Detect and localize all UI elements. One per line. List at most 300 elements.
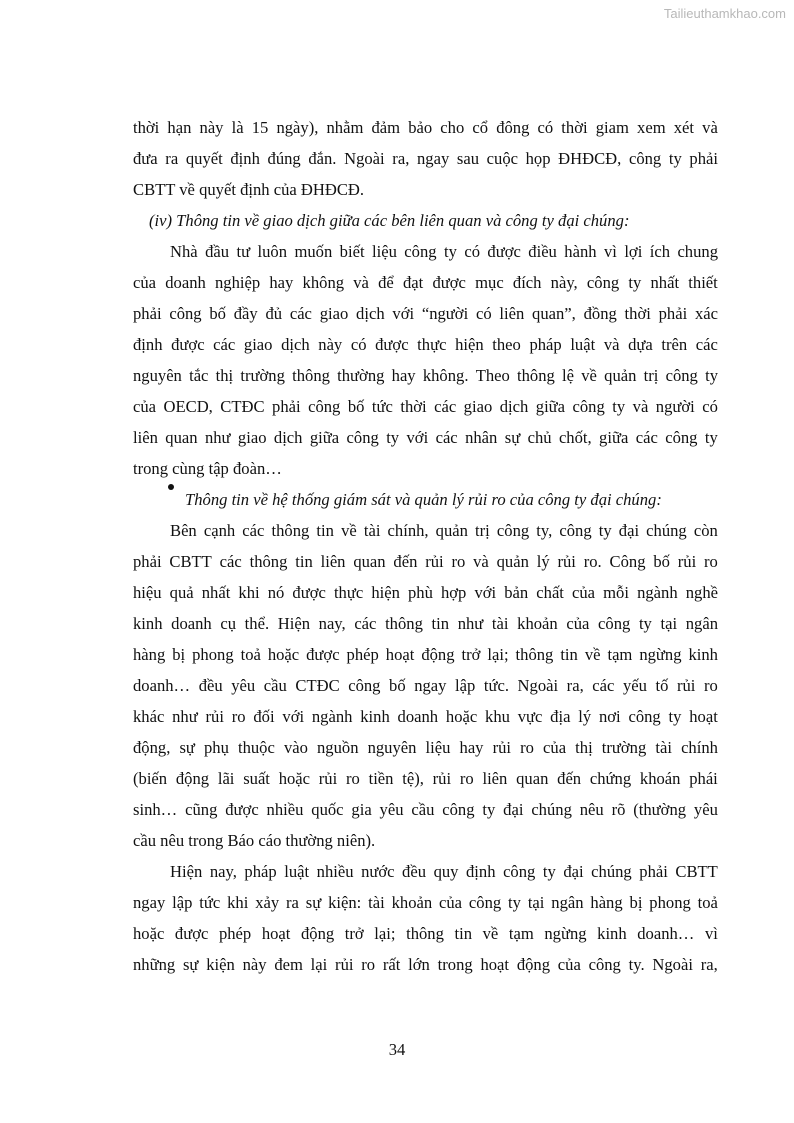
word: hoạt: [480, 955, 510, 974]
word: lại: [310, 955, 328, 974]
text-line: [133, 143, 718, 174]
word: giao: [463, 397, 493, 416]
bullet-heading-text: Thông tin về hệ thống giám sát và quản lý rủi ro của công ty đại chúng:: [185, 490, 662, 509]
word: nguồn: [317, 738, 359, 757]
word: ra: [286, 893, 299, 912]
word: phải: [133, 552, 162, 571]
word: dịch: [499, 397, 529, 416]
word: chốt,: [558, 428, 592, 447]
word: hoạt: [261, 924, 291, 943]
word: công: [169, 304, 202, 323]
word: ty: [598, 521, 612, 540]
word: sự: [305, 893, 322, 912]
word: ngay: [416, 149, 450, 168]
word: tố: [655, 676, 669, 695]
word: CBTT: [169, 552, 212, 571]
word: trong: [437, 955, 473, 974]
word: khi: [227, 893, 249, 912]
word: nay,: [209, 862, 237, 881]
word: như: [172, 707, 198, 726]
word: được: [375, 335, 409, 354]
word: các: [592, 676, 615, 695]
word: hoặc: [133, 924, 165, 943]
word: tức: [199, 893, 221, 912]
text-line: CBTT về quyết định của ĐHĐCĐ.: [133, 180, 365, 199]
word: hoặc: [445, 707, 478, 726]
word: Công: [609, 552, 646, 571]
word: ty: [443, 242, 457, 261]
word: quan: [516, 769, 549, 788]
word: quan: [353, 552, 386, 571]
word: bị: [172, 645, 186, 664]
word: OECD,: [163, 397, 213, 416]
word: chứng: [589, 769, 632, 788]
word: về: [482, 924, 499, 943]
word: cho: [440, 118, 465, 137]
word: giao: [237, 428, 267, 447]
word: và: [473, 552, 489, 571]
word: thời: [400, 397, 427, 416]
word: công: [572, 397, 605, 416]
word: công: [404, 242, 437, 261]
word: kinh: [360, 707, 390, 726]
word: các: [354, 614, 377, 633]
word: nước: [361, 862, 395, 881]
word: ro: [451, 552, 466, 571]
word: dựa: [628, 335, 653, 354]
word: hay: [391, 366, 416, 385]
word: pháp: [244, 862, 277, 881]
text-line: [133, 763, 718, 794]
text-line: [133, 794, 718, 825]
word: tại: [660, 614, 678, 633]
word: công: [346, 428, 379, 447]
word: lãi: [217, 769, 235, 788]
word: ngân: [685, 614, 718, 633]
word: ty: [386, 428, 400, 447]
word: các: [242, 521, 265, 540]
word: này: [199, 118, 224, 137]
word: về: [581, 366, 597, 385]
text-line: [133, 732, 718, 763]
word: ngày),: [276, 118, 319, 137]
word: ty,: [536, 521, 553, 540]
word: trị: [643, 366, 659, 385]
text-line: trong cùng tập đoàn…: [133, 459, 282, 478]
word: thông: [271, 521, 310, 540]
word: nguyên: [133, 366, 182, 385]
word: thiết: [688, 273, 718, 292]
word: quốc: [311, 800, 344, 819]
text-line: [133, 949, 718, 980]
word: ro: [345, 769, 360, 788]
word: rủi: [677, 552, 697, 571]
word: khác: [133, 707, 165, 726]
word: được: [292, 583, 326, 602]
word: các: [435, 428, 458, 447]
bullet-icon: [168, 484, 174, 490]
text-line: [133, 577, 718, 608]
word: doanh…: [637, 924, 695, 943]
word: lệ: [562, 366, 575, 385]
word: công: [468, 893, 502, 912]
word: phong: [649, 893, 691, 912]
word: chúng: [646, 521, 687, 540]
word: định: [230, 149, 260, 168]
word: rủi: [432, 769, 452, 788]
word: đích: [512, 273, 542, 292]
word: này,: [550, 273, 578, 292]
word: nghiệp: [215, 273, 261, 292]
word: những: [133, 955, 176, 974]
word: muốn: [294, 242, 333, 261]
word: thời: [624, 304, 651, 323]
word: quy: [433, 862, 459, 881]
word: thông: [515, 645, 554, 664]
word: có: [702, 397, 718, 416]
word: định: [133, 335, 163, 354]
word: đến: [557, 769, 582, 788]
word: công: [628, 707, 661, 726]
word: đắn.: [308, 149, 337, 168]
word: vì: [705, 924, 718, 943]
word: không.: [422, 366, 469, 385]
word: sự: [504, 428, 521, 447]
word: đại: [618, 521, 640, 540]
word: doanh: [165, 273, 206, 292]
word: hàng: [133, 645, 166, 664]
word: yếu: [622, 676, 647, 695]
word: đầu: [205, 242, 230, 261]
word: yêu: [379, 800, 404, 819]
word: có: [537, 118, 554, 137]
word: thị: [575, 738, 593, 757]
word: quan: [165, 428, 198, 447]
word: ro: [703, 676, 718, 695]
word: lý: [536, 552, 550, 571]
word: ra: [165, 149, 179, 168]
word: phải: [639, 862, 668, 881]
word: công: [348, 676, 381, 695]
word: ĐHĐCĐ,: [558, 149, 622, 168]
word: theo: [492, 335, 521, 354]
word: cạnh: [203, 521, 236, 540]
text-line: [133, 608, 718, 639]
word: thực: [333, 583, 364, 602]
word: rủi: [492, 738, 512, 757]
word: mỗi: [603, 583, 629, 602]
word: tư: [236, 242, 251, 261]
text-line: [133, 267, 718, 298]
word: (biến: [133, 769, 168, 788]
word: tài: [368, 893, 385, 912]
word: cuộc: [486, 149, 518, 168]
word: tài: [491, 614, 509, 633]
word: hàng: [590, 893, 623, 912]
word: pháp: [529, 335, 562, 354]
word: trở: [461, 645, 481, 664]
word: công: [588, 955, 621, 974]
word: phép: [218, 924, 252, 943]
word: đông: [496, 118, 530, 137]
word: ro: [361, 955, 376, 974]
word: trở: [344, 924, 364, 943]
word: giao: [243, 335, 273, 354]
word: thị: [215, 366, 234, 385]
word: và: [632, 397, 649, 416]
word: rủi: [205, 707, 224, 726]
word: động: [516, 955, 550, 974]
word: giữa: [309, 428, 340, 447]
word: được: [171, 335, 205, 354]
word: được: [306, 645, 340, 664]
word: các: [695, 335, 718, 354]
word: ngay: [414, 676, 447, 695]
text-line: [133, 298, 718, 329]
text-line: [133, 887, 718, 918]
word: nêu: [579, 800, 604, 819]
word: toả: [240, 645, 261, 664]
word: công: [665, 428, 698, 447]
word: rủi: [676, 676, 696, 695]
text-line: [133, 546, 718, 577]
word: thông: [517, 366, 555, 385]
word: phong: [192, 645, 234, 664]
word: phải: [272, 397, 301, 416]
word: phù: [407, 583, 433, 602]
word: tức: [371, 397, 393, 416]
word: doanh…: [133, 676, 191, 695]
word: chính: [681, 738, 718, 757]
word: đủ: [265, 304, 283, 323]
word: của: [133, 273, 157, 292]
word: nhân: [465, 428, 498, 447]
word: họp: [525, 149, 551, 168]
word: rủi: [425, 552, 444, 571]
word: động: [175, 769, 210, 788]
word: tin: [316, 521, 334, 540]
word: Ngoài: [652, 955, 693, 974]
document-body: [133, 112, 718, 980]
word: thông: [292, 366, 330, 385]
word: bố: [209, 304, 226, 323]
word: vì: [603, 242, 617, 261]
word: các: [434, 397, 457, 416]
word: nguyên: [367, 738, 417, 757]
word: lập: [172, 893, 193, 912]
text-line: [133, 329, 718, 360]
word: rủi: [557, 552, 576, 571]
word: nay,: [318, 614, 346, 633]
word: ra,: [392, 149, 410, 168]
word: nhằm: [326, 118, 364, 137]
word: của: [543, 738, 567, 757]
word: hoạt: [689, 707, 718, 726]
word: hiện: [455, 335, 484, 354]
word: động: [421, 645, 455, 664]
word: ty: [508, 893, 521, 912]
word: hiệu: [133, 583, 162, 602]
page-number: 34: [388, 1040, 406, 1059]
word: xảy: [255, 893, 280, 912]
word: ty: [705, 366, 718, 385]
word: liên: [482, 769, 508, 788]
word: các: [635, 428, 658, 447]
word: đầy: [233, 304, 258, 323]
word: Ngoài: [344, 149, 385, 168]
text-line: cầu nêu trong Báo cáo thường niên).: [133, 831, 376, 850]
word: yêu: [693, 800, 718, 819]
word: công: [442, 800, 475, 819]
word: công: [559, 521, 592, 540]
word: rủi: [318, 769, 338, 788]
word: đưa: [133, 149, 158, 168]
word: “người: [421, 304, 469, 323]
word: lớn: [408, 955, 430, 974]
word: địa: [550, 707, 571, 726]
watermark: Tailieuthamkhao.com: [663, 6, 786, 21]
word: bảo: [408, 118, 433, 137]
word: yêu: [231, 676, 256, 695]
word: như: [457, 614, 484, 633]
word: xem: [637, 118, 666, 137]
word: sự: [182, 955, 199, 974]
word: này: [318, 335, 343, 354]
word: đại: [563, 862, 584, 881]
word: ngừng: [544, 924, 587, 943]
word: hợp: [440, 583, 467, 602]
word: phụ: [203, 738, 229, 757]
word: suất: [243, 769, 270, 788]
word: luật: [570, 335, 596, 354]
word: bản: [504, 583, 529, 602]
word: trị: [475, 521, 490, 540]
text-line: [133, 515, 718, 546]
word: về: [584, 645, 601, 664]
word: đồng: [583, 304, 617, 323]
word: khoán: [639, 769, 681, 788]
word: với: [282, 707, 305, 726]
word: lại;: [374, 924, 396, 943]
word: nhất: [201, 583, 231, 602]
word: toả: [697, 893, 718, 912]
text-line: [133, 918, 718, 949]
word: thông: [385, 614, 423, 633]
word: đều: [198, 676, 223, 695]
word: công: [598, 614, 631, 633]
word: công: [496, 521, 530, 540]
word: giữa: [599, 428, 629, 447]
word: hành: [564, 242, 597, 261]
word: chủ: [527, 428, 552, 447]
word: và: [603, 335, 620, 354]
word: xét: [673, 118, 695, 137]
word: đạt: [402, 273, 424, 292]
word: của: [572, 583, 596, 602]
word: ty: [668, 149, 682, 168]
word: liệu: [371, 242, 397, 261]
word: và: [702, 118, 718, 137]
word: đại: [503, 800, 524, 819]
word: kinh: [597, 924, 627, 943]
word: Theo: [475, 366, 510, 385]
word: bố: [389, 676, 406, 695]
word: các: [219, 552, 242, 571]
word: ngân: [551, 893, 584, 912]
word: bố: [653, 552, 670, 571]
word: nhiều: [266, 800, 304, 819]
word: tin: [295, 552, 313, 571]
word: cổ: [472, 118, 489, 137]
word: khu: [485, 707, 510, 726]
word: phải: [658, 304, 688, 323]
word: phải: [689, 149, 718, 168]
word: hay: [269, 273, 294, 292]
word: được: [174, 924, 209, 943]
word: ty: [628, 273, 642, 292]
word: đúng: [267, 149, 301, 168]
word: ro.: [583, 552, 602, 571]
word: cầu: [263, 676, 287, 695]
word: ro: [459, 769, 474, 788]
word: công: [586, 273, 620, 292]
word: để: [378, 273, 394, 292]
word: thực: [417, 335, 447, 354]
word: tạm: [508, 924, 534, 943]
word: hoạt: [385, 645, 415, 664]
word: người: [655, 397, 695, 416]
word: hiện: [371, 583, 400, 602]
word: kiện: [206, 955, 235, 974]
word: lập: [455, 676, 476, 695]
word: hoặc: [278, 769, 311, 788]
text-line: [133, 639, 718, 670]
word: quyết: [185, 149, 223, 168]
word: quản: [435, 521, 468, 540]
word: là: [231, 118, 244, 137]
word: thể.: [244, 614, 270, 633]
word: với: [474, 583, 497, 602]
word: quả: [169, 583, 194, 602]
word: ty: [704, 428, 718, 447]
word: như: [204, 428, 231, 447]
word: tại: [527, 893, 545, 912]
word: ích: [649, 242, 671, 261]
word: nhiều: [316, 862, 354, 881]
word: ty: [482, 800, 496, 819]
word: ra,: [700, 955, 718, 974]
word: có: [475, 304, 492, 323]
word: không: [302, 273, 345, 292]
word: thông: [406, 924, 444, 943]
word: cũng: [185, 800, 218, 819]
word: lý: [578, 707, 592, 726]
word: giữa: [535, 397, 566, 416]
word: này: [242, 955, 267, 974]
word: liên: [133, 428, 158, 447]
word: có: [464, 242, 480, 261]
word: phải: [133, 304, 162, 323]
word: liệu: [425, 738, 451, 757]
word: trường: [240, 366, 285, 385]
word: với: [392, 304, 415, 323]
word: quản: [604, 366, 637, 385]
word: luật: [284, 862, 310, 881]
word: hạn: [167, 118, 192, 137]
word: có: [350, 335, 367, 354]
word: công: [665, 366, 698, 385]
word: tin: [454, 924, 473, 943]
